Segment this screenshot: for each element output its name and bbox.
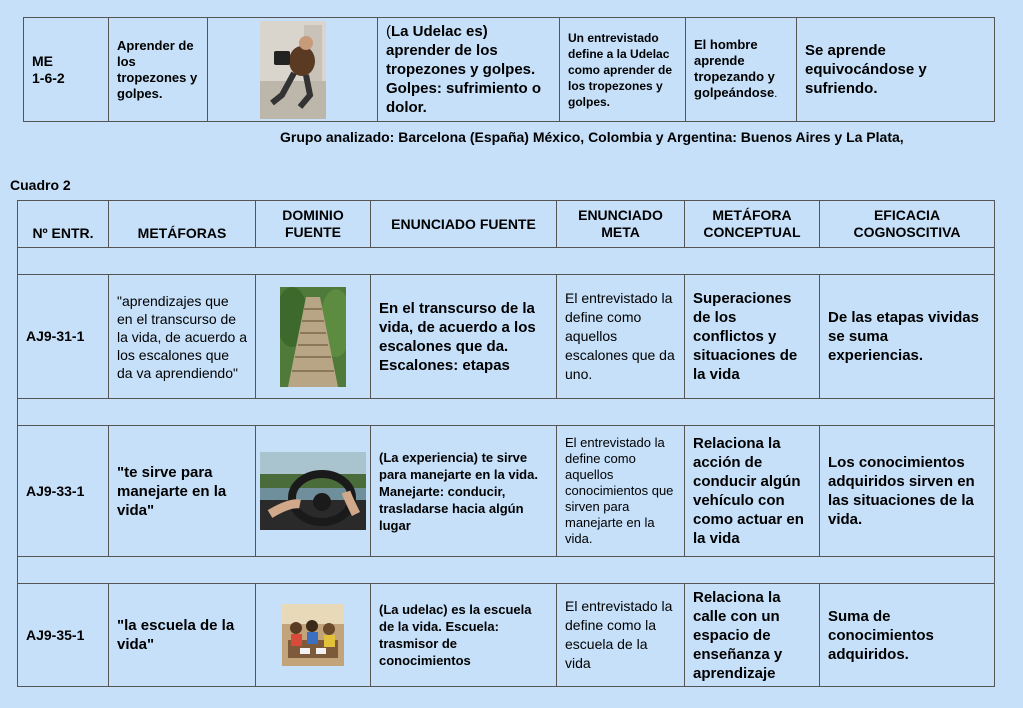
stone-stairs-photo — [280, 287, 346, 387]
source-statement-cell: (La udelac) es la escuela de la vida. Escuela: trasmisor de conocimientos — [371, 584, 557, 687]
cognitive-efficacy-cell: Los conocimientos adquiridos sirven en las situaciones de la vida. — [820, 426, 995, 557]
entry-cell: AJ9-31-1 — [18, 275, 109, 399]
group-caption: Grupo analizado: Barcelona (España) México, Colombia y Argentina: Buenos Aires y La Plata, — [280, 129, 904, 145]
conceptual-metaphor-cell: Relaciona la acción de conducir algún vehículo con como actuar en la vida — [685, 426, 820, 557]
target-statement-cell: El entrevistado la define como la escuela de la vida — [557, 584, 685, 687]
target-statement-cell: El entrevistado la define como aquellos conocimientos que sirven para manejarte en la vida. — [557, 426, 685, 557]
top-row-conceptual-metaphor — [686, 18, 797, 122]
cognitive-efficacy-cell: De las etapas vividas se suma experiencias. — [820, 275, 995, 399]
header-metaphors: METÁFORAS — [109, 201, 256, 248]
table-row — [18, 275, 995, 399]
header-target-statement: ENUNCIADO META — [557, 201, 685, 248]
top-row-cognitive-efficacy: Se aprende equivocándose y sufriendo. — [797, 18, 995, 122]
spacer-row — [18, 557, 995, 584]
top-row-target-statement: Un entrevistado define a la Udelac como aprender de los tropezones y golpes. — [560, 18, 686, 122]
spacer-row — [18, 248, 995, 275]
source-statement-text: La Udelac es) aprender de los tropezones y golpes. Golpes: sufrimiento o dolor. — [386, 23, 542, 116]
entry-cell: AJ9-35-1 — [18, 584, 109, 687]
steering-wheel-photo — [260, 452, 366, 530]
spacer-cell — [18, 399, 995, 426]
entry-cell: AJ9-33-1 — [18, 426, 109, 557]
target-statement-cell: El entrevistado la define como aquellos escalones que da uno. — [557, 275, 685, 399]
header-cognitive-efficacy: EFICACIA COGNOSCITIVA — [820, 201, 995, 248]
conceptual-metaphor-suffix: . — [774, 88, 778, 100]
source-domain-image-cell — [256, 275, 371, 399]
conceptual-metaphor-text: El hombre aprende tropezando y golpeándose — [694, 37, 775, 100]
metaphor-cell: "la escuela de la vida" — [109, 584, 256, 687]
top-row-image-cell — [208, 18, 378, 122]
children-classroom-photo — [282, 604, 344, 666]
metaphor-cell: "te sirve para manejarte en la vida" — [109, 426, 256, 557]
source-statement-cell: En el transcurso de la vida, de acuerdo a los escalones que da. Escalones: etapas — [371, 275, 557, 399]
spacer-cell — [18, 557, 995, 584]
person-stumbling-photo — [260, 21, 326, 119]
top-row-code: ME 1-6-2 — [24, 18, 109, 122]
conceptual-metaphor-cell: Superaciones de los conflictos y situaciones de la vida — [685, 275, 820, 399]
header-source-domain: DOMINIO FUENTE — [256, 201, 371, 248]
top-row-source-statement — [378, 18, 560, 122]
top-row-table — [23, 17, 995, 122]
header-conceptual-metaphor: METÁFORA CONCEPTUAL — [685, 201, 820, 248]
spacer-row — [18, 399, 995, 426]
source-statement-prefix: ( — [386, 23, 391, 40]
table-label: Cuadro 2 — [10, 177, 71, 193]
header-source-statement: ENUNCIADO FUENTE — [371, 201, 557, 248]
source-statement-cell: (La experiencia) te sirve para manejarte en la vida. Manejarte: conducir, trasladarse hacia algún lugar — [371, 426, 557, 557]
header-entry-no: Nº ENTR. — [18, 201, 109, 248]
metaphor-table — [17, 200, 995, 687]
header-row — [18, 201, 995, 248]
spacer-cell — [18, 248, 995, 275]
metaphor-cell: "aprendizajes que en el transcurso de la vida, de acuerdo a los escalones que da va aprendiendo" — [109, 275, 256, 399]
conceptual-metaphor-cell: Relaciona la calle con un espacio de enseñanza y aprendizaje — [685, 584, 820, 687]
source-domain-image-cell — [256, 426, 371, 557]
table-row — [18, 584, 995, 687]
cognitive-efficacy-cell: Suma de conocimientos adquiridos. — [820, 584, 995, 687]
top-row-metaphor: Aprender de los tropezones y golpes. — [109, 18, 208, 122]
source-domain-image-cell — [256, 584, 371, 687]
table-row — [18, 426, 995, 557]
